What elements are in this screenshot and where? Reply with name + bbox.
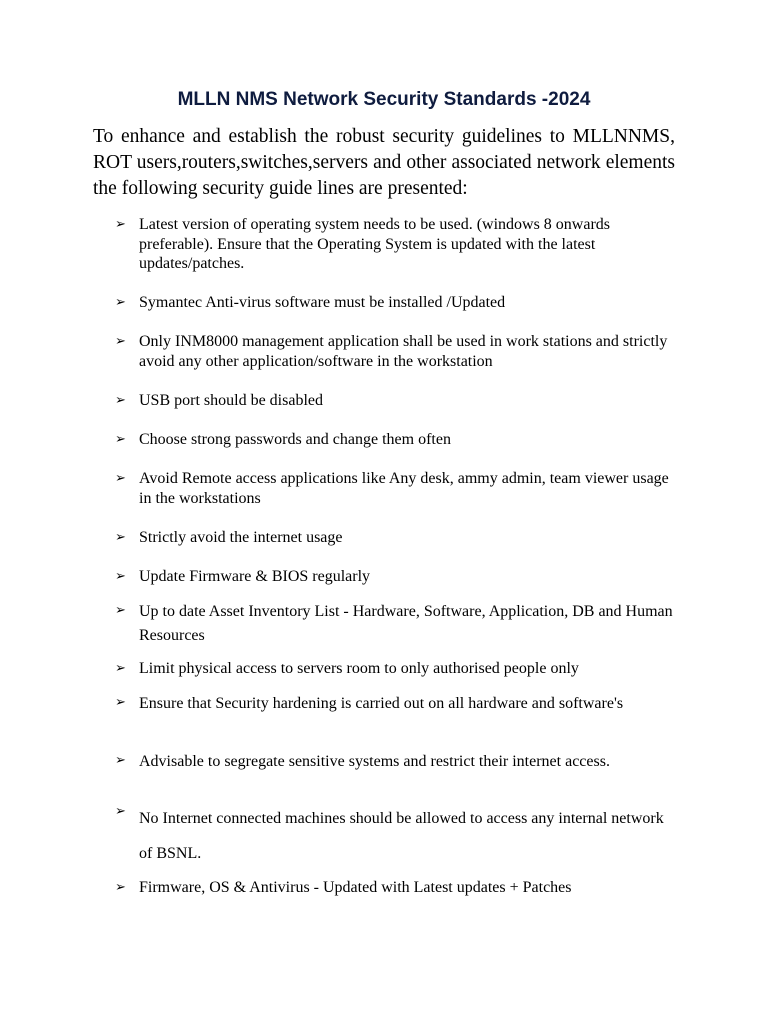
list-item-text: Firmware, OS & Antivirus - Updated with Latest updates + Patches [139,879,572,896]
list-item-text: Symantec Anti-virus software must be installed /Updated [139,294,506,311]
list-item-text: Only INM8000 management application shall be used in work stations and strictly avoid any other application/software in the workstation [139,333,668,370]
list-item [115,332,675,371]
list-item [115,469,675,508]
list-item-text: Latest version of operating system needs to be used. (windows 8 onwards preferable). Ensure that the Operating System is updated with the latest updates/patches. [139,216,611,272]
list-item [115,567,675,587]
arrow-bullet-icon: ➢ [115,695,126,710]
list-item [115,528,675,548]
list-item [115,750,675,774]
list-item [115,801,675,871]
arrow-bullet-icon: ➢ [115,661,126,676]
arrow-bullet-icon: ➢ [115,217,126,232]
arrow-bullet-icon: ➢ [115,471,126,486]
list-item-text: Limit physical access to servers room to only authorised people only [139,660,579,677]
list-item [115,430,675,450]
arrow-bullet-icon: ➢ [115,603,126,618]
list-item-text: Choose strong passwords and change them often [139,431,451,448]
arrow-bullet-icon: ➢ [115,334,126,349]
list-item-text: USB port should be disabled [139,392,323,409]
arrow-bullet-icon: ➢ [115,393,126,408]
arrow-bullet-icon: ➢ [115,432,126,447]
list-item [115,600,675,648]
list-item-text: Ensure that Security hardening is carried out on all hardware and software's [139,695,624,712]
list-item-text: Update Firmware & BIOS regularly [139,568,371,585]
list-item-text: Avoid Remote access applications like Any desk, ammy admin, team viewer usage in the workstations [139,470,669,507]
list-item [115,391,675,411]
arrow-bullet-icon: ➢ [115,880,126,895]
list-item-text: No Internet connected machines should be allowed to access any internal network of BSNL. [139,810,664,862]
arrow-bullet-icon: ➢ [115,530,126,545]
list-item-text: Strictly avoid the internet usage [139,529,343,546]
list-item-text: Up to date Asset Inventory List - Hardware, Software, Application, DB and Human Resources [139,603,673,644]
arrow-bullet-icon: ➢ [115,753,126,768]
arrow-bullet-icon: ➢ [115,569,126,584]
list-item [115,293,675,313]
list-item [115,692,675,716]
document-title: MLLN NMS Network Security Standards -2024 [177,89,591,110]
list-item [115,215,675,274]
list-item [115,659,675,679]
list-item-text: Advisable to segregate sensitive systems and restrict their internet access. [139,753,610,770]
intro-paragraph: To enhance and establish the robust security guidelines to MLLNNMS, ROT users,routers,switches,servers and other associated network elements the following security guide lines are presented: [93,126,675,199]
arrow-bullet-icon: ➢ [115,804,126,819]
list-item [115,878,675,898]
arrow-bullet-icon: ➢ [115,295,126,310]
